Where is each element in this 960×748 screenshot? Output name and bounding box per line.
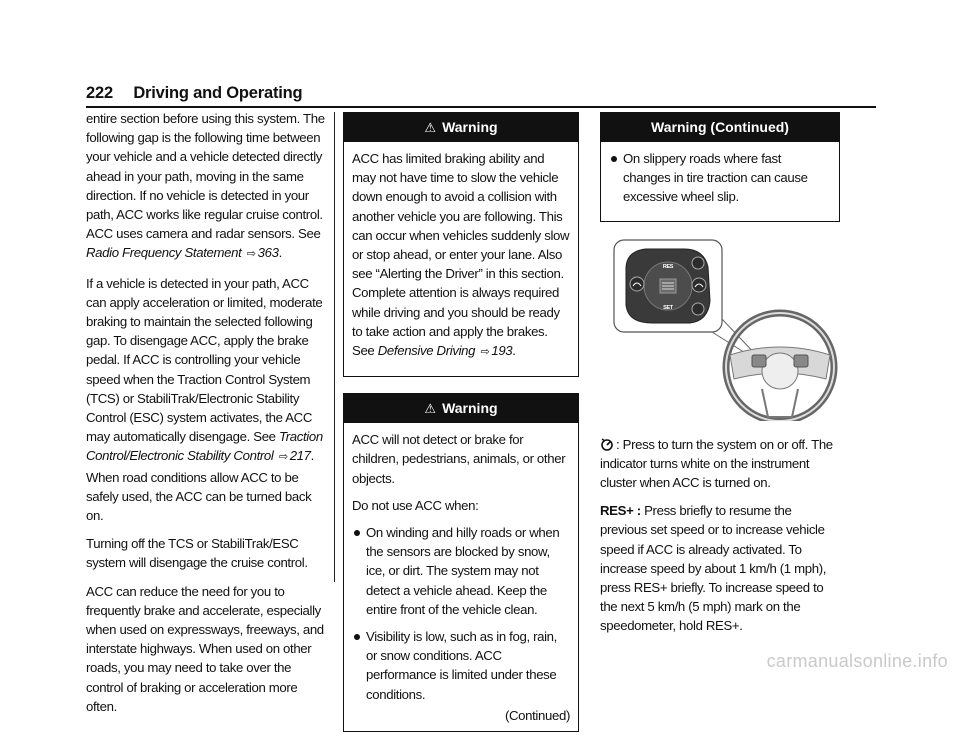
steering-wheel-hub	[762, 353, 798, 389]
res-button-description: RES+ : Press briefly to resume the previous set speed or to increase vehicle speed if ACC is already activated. To increase speed by about 1 km/h (1 mph), press RES+ briefly. To increase speed to the next 5 km/h (5 mph) mark on the speedometer, hold RES+.	[600, 503, 827, 634]
lane-button	[692, 303, 704, 315]
warning-body	[344, 423, 578, 731]
header-rule	[86, 106, 876, 108]
gap-button	[692, 257, 704, 269]
steering-wheel-controls-figure	[612, 239, 840, 421]
cruise-on-off-button	[630, 277, 644, 291]
paragraph-3: Turning off the TCS or StabiliTrak/ESC system will disengage the cruise control.	[86, 536, 308, 571]
paragraph-4: ACC can reduce the need for you to frequently brake and accelerate, especially when used on expressways, freeways, and interstate highways. When used on other roads, you may need to take over the control of braking or acceleration more often.	[86, 583, 324, 714]
warning-triangle-icon: ⚠	[424, 401, 437, 417]
paragraph-1: entire section before using this system. The following gap is the following time between your vehicle and a vehicle detected directly ahead in your path, moving in the same direction. If no vehicle is detected in your path, ACC works like regular cruise control. ACC uses camera and radar sensors. See Radio Frequency Statement ⇨ 363.	[86, 111, 325, 261]
page-header	[86, 84, 876, 103]
warning-title: ⚠ Warning	[344, 113, 578, 142]
warning-box-continued	[600, 112, 840, 222]
column-2	[343, 112, 579, 748]
cancel-button	[692, 278, 706, 292]
page-arrow-icon: ⇨	[480, 346, 490, 359]
continued-label: (Continued)	[504, 707, 570, 723]
column-1	[86, 109, 326, 725]
warning-box-1	[343, 112, 579, 377]
paragraph-2: If a vehicle is detected in your path, ACC can apply acceleration or limited, moderate braking to maintain the selected following gap. To disengage ACC, apply the brake pedal. If ACC is controlling your vehicle speed when the Traction Control System (TCS) or StabiliTrak/Electronic Stability Control (ESC) system activates, the ACC may automatically disengage. See Traction Control/Electronic Stability Control ⇨ 217. When road conditions allow ACC to be safely used, the ACC can be turned back on.	[86, 275, 323, 524]
warning-bullets	[609, 149, 831, 207]
lower-spoke	[762, 389, 798, 417]
warning-box-2	[343, 393, 579, 732]
page-arrow-icon: ⇨	[278, 451, 288, 464]
watermark: carmanualsonline.info	[766, 651, 948, 671]
warning-body	[601, 142, 839, 221]
left-spoke-controls	[752, 355, 766, 367]
page-ref-193[interactable]: 193	[491, 343, 513, 359]
cruise-button-description: : Press to turn the system on or off. The indicator turns white on the instrument cluster when ACC is turned on.	[600, 436, 833, 491]
warning-title: ⚠ Warning	[344, 394, 578, 423]
warning-body: ACC has limited braking ability and may not have time to slow the vehicle down enough to avoid a collision with another vehicle you are following. This can occur when vehicles suddenly slow or stop ahead, or enter your lane. Also see “Alerting the Driver” in this section. Complete attention is always required while driving and you should be ready to take action and apply the brakes. See Defensive Driving ⇨ 193.	[352, 151, 570, 359]
cruise-control-icon	[600, 437, 614, 451]
warning-lead: Do not use ACC when:	[352, 497, 479, 513]
res-term: RES+ :	[600, 503, 641, 519]
warning-intro: ACC will not detect or brake for children, pedestrians, animals, or other objects.	[352, 432, 566, 486]
warning-bullets	[352, 523, 570, 704]
section-title: Driving and Operating	[133, 84, 303, 102]
list-item: On winding and hilly roads or when the sensors are blocked by snow, ice, or dirt. The system may not detect a vehicle ahead. Keep the entire front of the vehicle clean.	[352, 523, 570, 619]
warning-title: Warning (Continued)	[601, 113, 839, 142]
xref-traction-control[interactable]: Traction Control/Electronic Stability Control	[86, 429, 323, 464]
page-number: 222	[86, 84, 113, 102]
xref-defensive-driving[interactable]: Defensive Driving	[377, 343, 476, 359]
res-label: RES	[662, 263, 674, 270]
xref-radio-frequency[interactable]: Radio Frequency Statement	[86, 245, 242, 261]
column-3	[600, 112, 840, 645]
warning-triangle-icon: ⚠	[424, 120, 437, 135]
page-ref-217[interactable]: 217	[289, 448, 311, 464]
page-arrow-icon: ⇨	[246, 248, 256, 261]
list-item: On slippery roads where fast changes in tire traction can cause excessive wheel slip.	[609, 149, 831, 207]
list-item: Visibility is low, such as in fog, rain, or snow conditions. ACC performance is limited under these conditions.	[352, 627, 570, 704]
right-spoke-controls	[794, 355, 808, 367]
set-label: SET	[663, 304, 673, 311]
page-ref-363[interactable]: 363	[257, 245, 279, 261]
column-divider	[334, 112, 335, 582]
